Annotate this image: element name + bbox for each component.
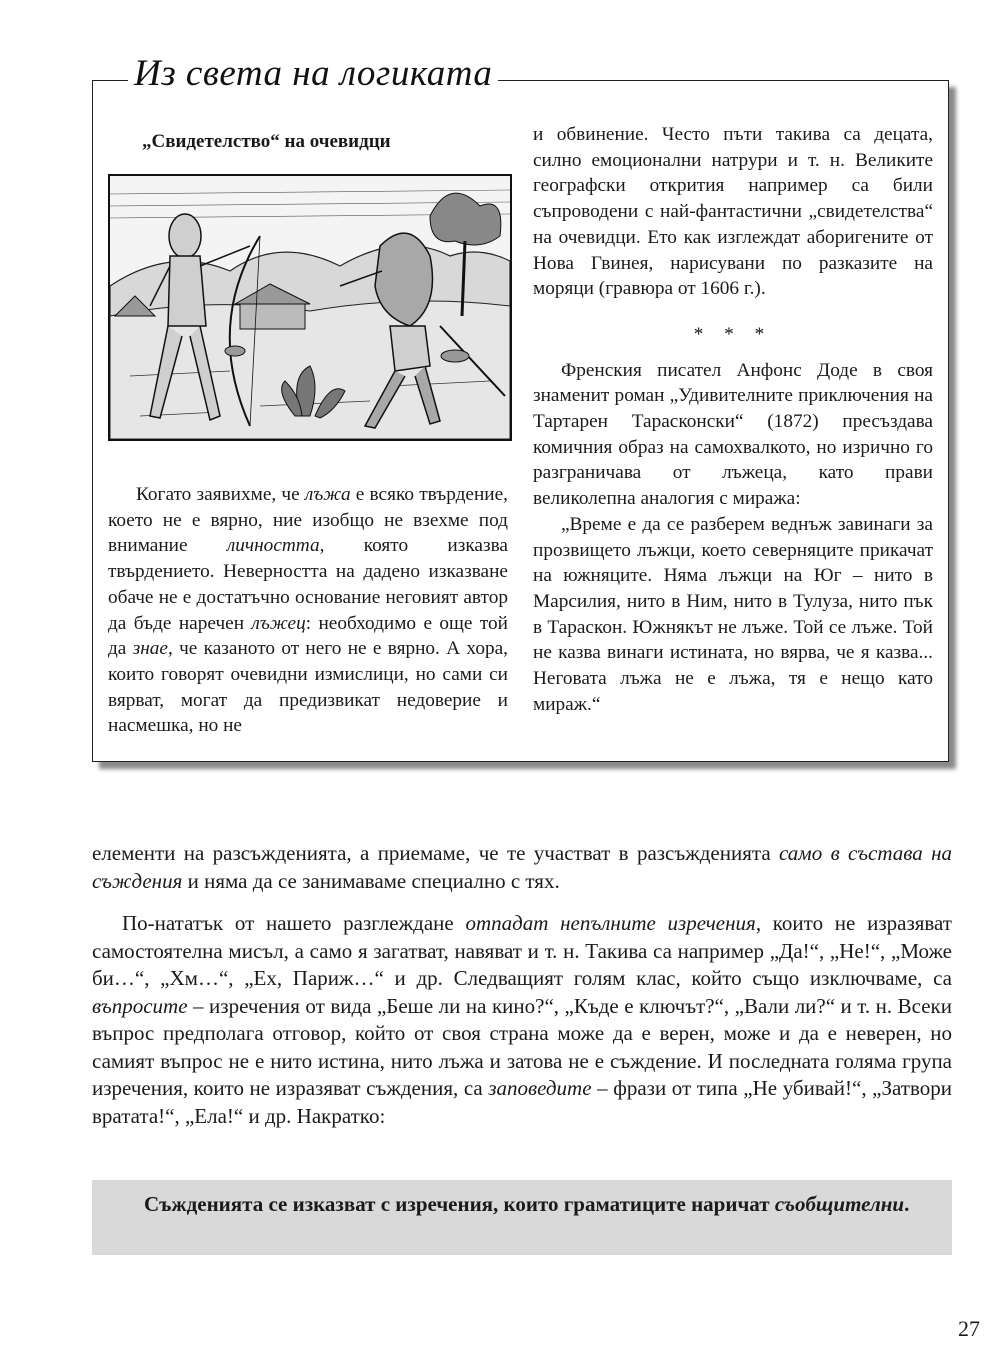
body-paragraph-2: По-нататък от нашето разглеждане отпадат непълните изречения, които не изразяват самостоятелна мисъл, а само я загатват, навяват и т. н. Такива са например „Да!“, „Не!“, „Може би…“, „Хм…“, „Ех, Париж…“ и др. Следващият голям клас, който също изключваме, са въпросите – изречения от вида „Беше ли на кино?“, „Къде е ключът?“, „Вали ли?“ и т. н. Всеки въпрос предполага отговор, който от своя страна може да е верен, може и да е неверен, но самият въпрос не е нито истина, нито лъжа и затова не е съждение. И последната голяма група изречения, които не изразяват съждения, са заповедите – фрази от типа „Не убивай!“, „Затвори вратата!“, „Ела!“ и др. Накратко: bbox=[92, 911, 952, 1128]
definition-text: Съжденията се изказват с изречения, които граматиците наричат съобщителни. bbox=[144, 1192, 910, 1216]
box-title: Из света на логиката bbox=[128, 52, 498, 96]
page-number: 27 bbox=[958, 1316, 980, 1341]
engraving-illustration bbox=[108, 174, 512, 441]
box-right-paragraph-continued: и обвинение. Често пъти такива са децата, силно емоционални натрури и т. н. Великите географски открития например са били съпроводени с най-фантастични „свидетелства“ на очевидци. Ето как изглеждат аборигените от Нова Гвинея, нарисувани по разказите на моряци (гравюра от 1606 г.). bbox=[533, 124, 933, 300]
section-separator: * * * bbox=[693, 323, 773, 345]
box-left-paragraph: Когато заявихме, че лъжа е всяко твърдение, което не е вярно, ние изобщо не взехме под внимание личността, която изказва твърдението. Неверността на дадено изказване обаче не е достатъчно основание неговият автор да бъде наречен лъжец: необходимо е още той да знае, че казаното от него не е вярно. А хора, които говорят очевидни измислици, но сами си вярват, могат да предизвикат недоверие и насмешка, но не bbox=[108, 484, 508, 737]
box-right-paragraph-daudet: Френския писател Анфонс Доде в своя знаменит роман „Удивителните приключения на Тартарен Тарасконски“ (1872) пресъздава комичния образ на самохвалкото, но изрично го разграничава от лъжеца, като прави великолепна аналогия с миража: bbox=[533, 359, 933, 510]
box-right-quote: „Време е да се разберем веднъж завинаги за прозвището лъжци, което северняците прикачат на южняците. Няма лъжци на Юг – нито в Марсилия, нито в Ним, нито в Тулуза, нито пък в Тараскон. Южнякът не лъже. Той се лъже. Той не казва винаги истината, но вярва, че я казва... Неговата лъжа не е лъжа, тя е нещо като мираж.“ bbox=[533, 513, 933, 715]
box-left-column bbox=[108, 482, 508, 739]
box-right-column bbox=[533, 122, 933, 717]
body-paragraph-1: елементи на разсъжденията, а приемаме, че те участват в разсъжденията само в състава на съждения и няма да се занимаваме специално с тях. bbox=[92, 841, 952, 893]
engraving-image bbox=[110, 176, 510, 439]
box-subheading: „Свидетелство“ на очевидци bbox=[142, 131, 391, 152]
